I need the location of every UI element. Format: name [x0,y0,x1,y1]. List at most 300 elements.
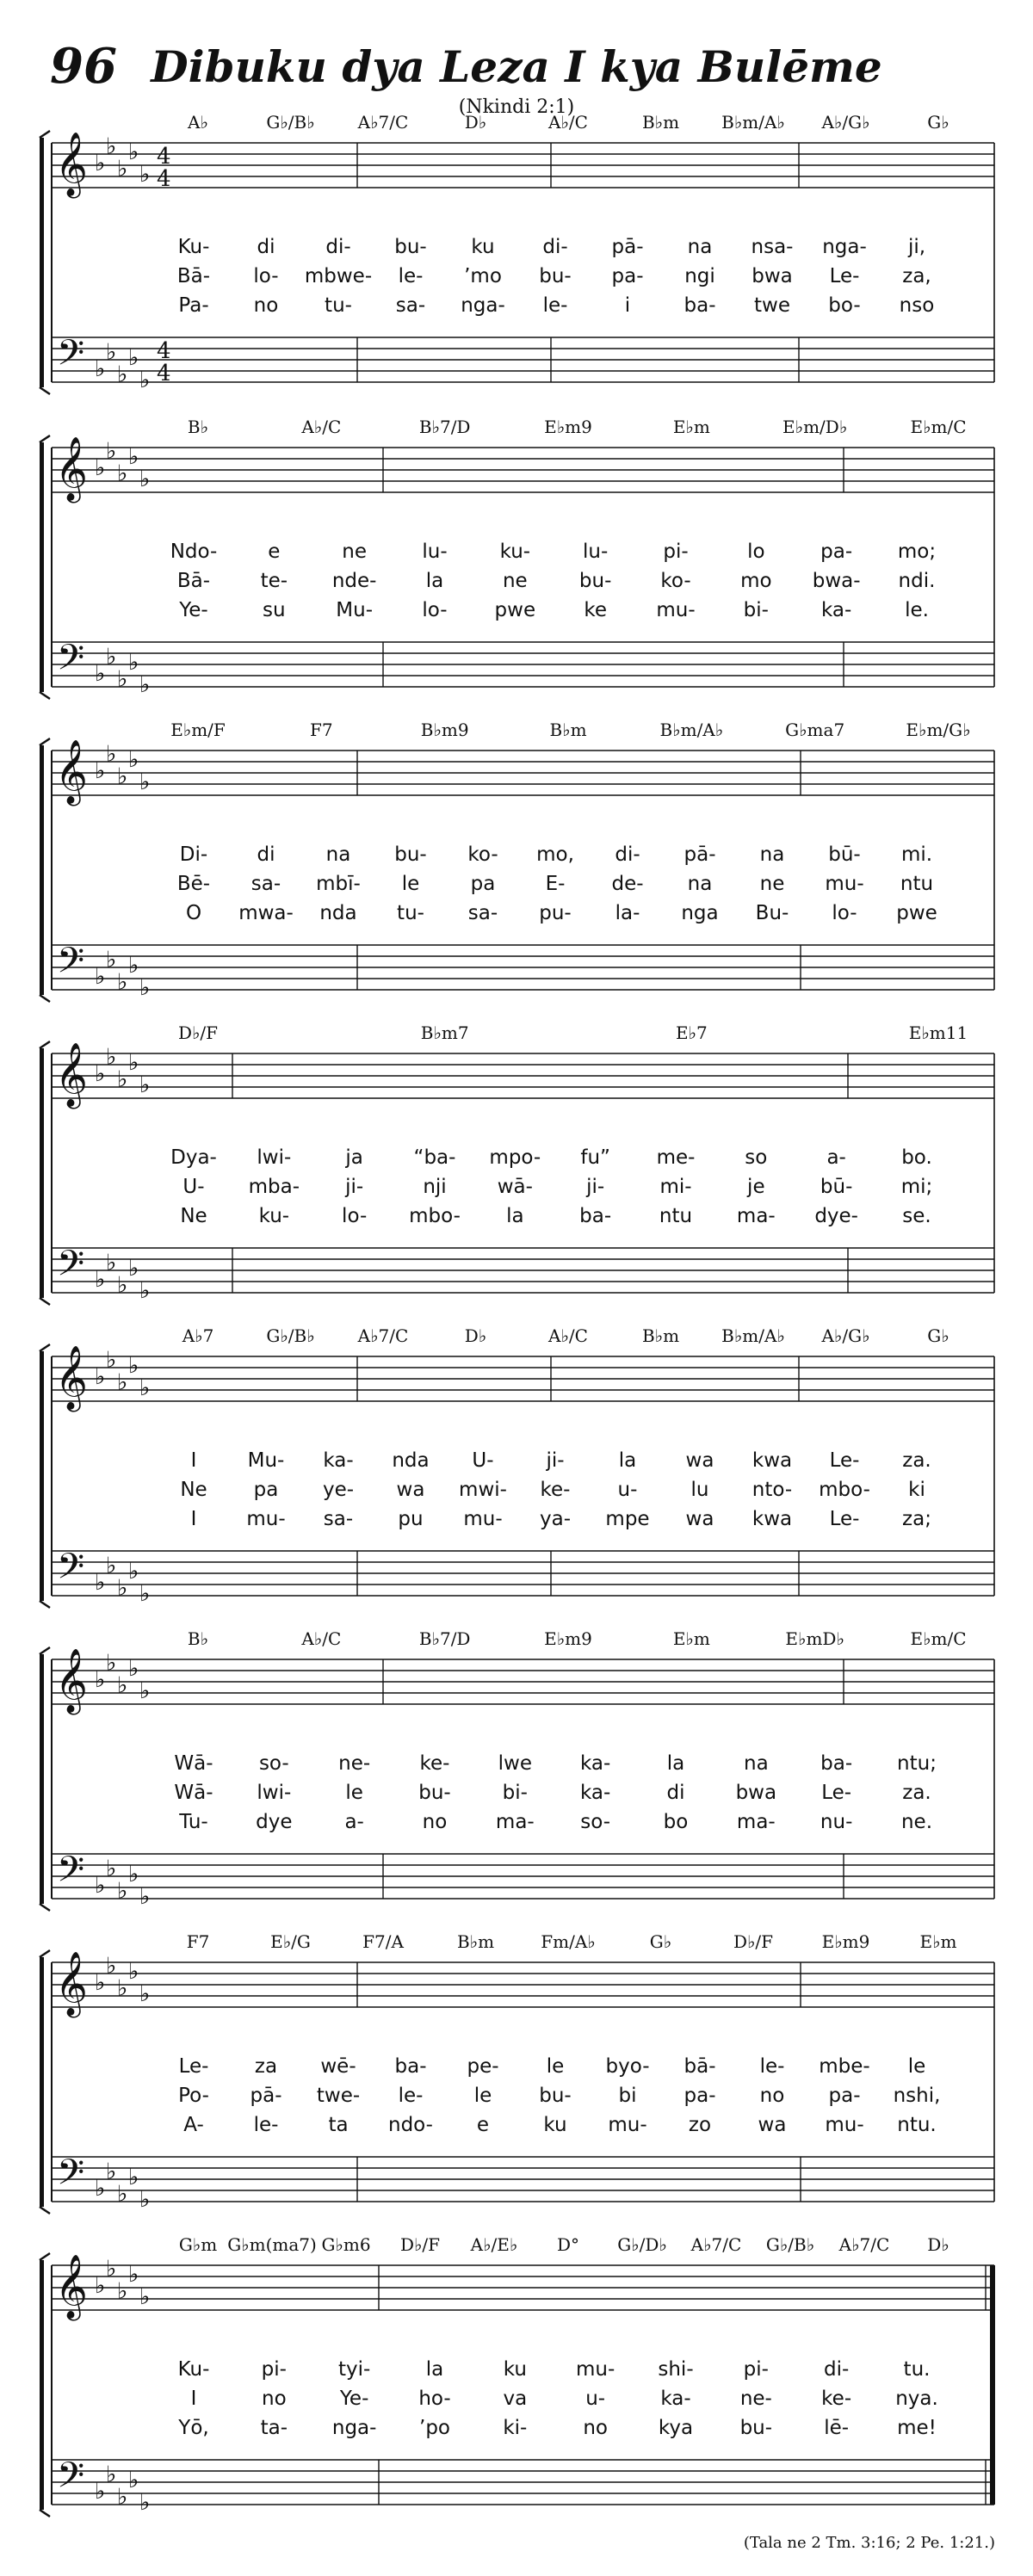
lyric-syllable: mwa- [238,902,294,924]
chord-symbol: E♭/G [270,1931,311,1952]
key-flat: ♭ [106,2256,117,2283]
key-flat: ♭ [128,1862,139,1887]
lyric-syllable: le [907,2055,926,2078]
key-flat: ♭ [128,1256,139,1282]
system-bracket [40,1601,50,1608]
lyric-syllable: bu- [539,265,572,287]
lyric-syllable: mi; [900,1176,933,1198]
lyric-syllable: Bu- [755,902,789,924]
lyric-syllable: lē- [824,2417,850,2439]
lyric-syllable: di- [615,843,640,866]
time-signature: 4 [157,361,171,386]
lyric-syllable: Ye- [339,2388,369,2410]
lyric-syllable: di [666,1782,685,1804]
chord-symbol: E♭m/F [170,720,226,740]
lyric-syllable: kwa [752,1508,793,1530]
lyric-syllable: nto- [752,1479,793,1501]
hymn-title: Dibuku dya Leza I kya Bulēme [151,41,882,92]
key-flat: ♭ [117,156,128,182]
lyric-syllable: pa [470,873,496,895]
lyric-syllable: pi- [663,541,689,563]
lyric-syllable: ma- [495,1811,535,1833]
lyric-syllable: Di- [179,843,208,866]
lyric-syllable: Bē- [176,873,211,895]
key-flat: ♭ [106,1250,117,1276]
lyric-syllable: me- [656,1146,696,1169]
key-flat: ♭ [139,672,151,698]
lyric-syllable: dye- [814,1205,858,1227]
key-flat: ♭ [117,666,128,693]
lyric-syllable: A- [183,2114,204,2136]
chord-symbol: G♭/B♭ [266,1325,315,1346]
lyric-syllable: ba- [684,294,716,317]
lyric-syllable: le- [398,2085,424,2107]
lyric-syllable: bo. [901,1146,932,1169]
lyric-syllable: E- [545,873,566,895]
lyric-syllable: I [190,1449,197,1472]
lyric-syllable: nu- [820,1811,853,1833]
chord-symbol: B♭m/A♭ [721,1325,785,1346]
chord-symbol: B♭m/A♭ [659,720,724,740]
key-flat: ♭ [117,1066,128,1093]
lyric-syllable: e [476,2114,490,2136]
lyric-syllable: Ndo- [170,541,218,563]
chord-symbol: B♭m/A♭ [721,112,785,133]
key-flat: ♭ [128,953,139,979]
lyric-syllable: na [687,873,713,895]
lyric-syllable: ka- [580,1752,611,1775]
system-bracket [40,738,50,745]
lyric-syllable: wa [396,1479,425,1501]
lyric-syllable: dye [256,1811,293,1833]
lyric-syllable: ja [345,1146,363,1169]
key-flat: ♭ [106,741,117,768]
lyric-syllable: ke- [821,2388,852,2410]
lyric-syllable: le- [759,2055,785,2078]
chord-symbol: B♭7/D [418,417,471,437]
system-bracket [40,1344,50,1351]
lyric-syllable: U- [182,1176,205,1198]
lyric-syllable: pu [398,1508,424,1530]
chord-symbol: E♭m9 [544,1628,592,1649]
lyric-syllable: nga- [461,294,505,317]
lyric-syllable: ka- [821,599,852,621]
lyric-syllable: le [473,2085,492,2107]
lyric-syllable: mbo- [409,1205,461,1227]
lyric-syllable: U- [472,1449,494,1472]
time-signature: 4 [157,144,171,170]
chord-symbol: A♭/G♭ [821,112,870,133]
system-bracket [40,1904,50,1911]
lyric-syllable: pwe [494,599,536,621]
lyric-syllable: mwi- [459,1479,507,1501]
lyric-syllable: e [268,541,281,563]
lyric-syllable: ne [342,541,368,563]
key-flat: ♭ [117,460,128,487]
key-flat: ♭ [139,368,151,393]
chord-symbol: A♭7 [182,1325,214,1346]
lyric-syllable: mu- [656,599,696,621]
lyric-syllable: le- [398,265,424,287]
chord-symbol: E♭m11 [908,1022,968,1043]
lyric-syllable: sa- [467,902,498,924]
lyric-syllable: I [190,1508,197,1530]
system-bracket [40,1647,50,1654]
lyric-syllable: tu- [325,294,352,317]
lyric-syllable: ya- [539,1508,572,1530]
bass-clef: 𝄢 [57,2152,85,2202]
chord-symbol: A♭7/C [690,2234,742,2255]
key-flat: ♭ [95,1873,106,1899]
lyric-syllable: ku- [499,541,531,563]
lyric-syllable: Yō, [178,2417,209,2439]
treble-clef: 𝄞 [55,133,88,196]
key-flat: ♭ [128,1050,139,1076]
chord-symbol: G♭ [649,1931,672,1952]
lyric-syllable: pwe [896,902,937,924]
lyric-syllable: ne [502,570,528,592]
lyric-syllable: bwa- [812,570,861,592]
lyric-syllable: mu- [825,873,864,895]
chord-symbol: E♭m [672,1628,710,1649]
lyric-syllable: ba- [394,2055,427,2078]
chord-symbol: B♭m [549,720,587,740]
key-flat: ♭ [139,1072,151,1098]
key-flat: ♭ [117,969,128,996]
hymn-number: 96 [50,38,117,95]
lyric-syllable: ko- [660,570,691,592]
lyric-syllable: ne- [338,1752,371,1775]
key-flat: ♭ [106,133,117,160]
chord-symbol: D♭ [927,2234,949,2255]
chord-symbol: G♭ma7 [785,720,845,740]
chord-symbol: B♭m [641,112,680,133]
lyric-syllable: la [506,1205,524,1227]
lyric-syllable: ho- [418,2388,451,2410]
lyric-syllable: sa- [395,294,426,317]
lyric-syllable: ta [328,2114,349,2136]
lyric-syllable: wā- [497,1176,533,1198]
lyric-syllable: ku [471,236,495,258]
lyric-syllable: pu- [539,902,572,924]
lyric-syllable: lo- [342,1205,368,1227]
lyric-syllable: bo [663,1811,689,1833]
key-flat: ♭ [139,769,151,795]
key-flat: ♭ [117,361,128,388]
system-bracket [40,1654,44,1904]
key-flat: ♭ [95,2273,106,2299]
lyric-syllable: Bā- [176,265,211,287]
lyric-syllable: ne. [900,1811,933,1833]
system-bracket [40,1351,44,1601]
lyric-syllable: bo- [828,294,861,317]
lyric-syllable: nda [319,902,357,924]
lyric-syllable: Ku- [177,2358,210,2381]
bass-clef: 𝄢 [57,1849,85,1899]
chord-symbol: F7 [186,1931,210,1952]
key-flat: ♭ [106,339,117,366]
lyric-syllable: Mu- [247,1449,285,1472]
lyric-syllable: ’mo [464,265,502,287]
lyric-syllable: Po- [178,2085,209,2107]
chord-symbol: B♭7/D [418,1628,471,1649]
key-flat: ♭ [139,2284,151,2310]
bass-clef: 𝄢 [57,332,85,382]
lyric-syllable: nso [899,294,935,317]
lyric-syllable: bu- [578,570,612,592]
key-flat: ♭ [95,1970,106,1996]
lyric-syllable: lwi- [257,1146,292,1169]
lyric-syllable: de- [611,873,644,895]
key-flat: ♭ [128,1559,139,1585]
lyric-syllable: lu- [422,541,448,563]
lyric-syllable: pi- [743,2358,769,2381]
lyric-syllable: ne- [739,2388,772,2410]
key-flat: ♭ [95,661,106,687]
lyric-syllable: mu- [576,2358,615,2381]
lyric-syllable: lo- [422,599,448,621]
chord-symbol: A♭/C [548,1325,588,1346]
lyric-syllable: ka- [580,1782,611,1804]
lyric-syllable: la [425,2358,444,2381]
lyric-syllable: tu- [397,902,424,924]
lyric-syllable: i [624,294,631,317]
chord-symbol: B♭ [187,417,209,437]
chord-symbol: G♭/B♭ [765,2234,815,2255]
key-flat: ♭ [117,1272,128,1299]
lyric-syllable: ki [908,1479,925,1501]
key-flat: ♭ [139,1678,151,1704]
key-flat: ♭ [128,345,139,371]
lyric-syllable: bu- [394,843,427,866]
lyric-syllable: Ye- [179,599,208,621]
chord-symbol: B♭m [641,1325,680,1346]
lyric-syllable: wa [685,1449,714,1472]
key-flat: ♭ [128,1353,139,1379]
key-flat: ♭ [139,1581,151,1607]
lyric-syllable: mo; [897,541,937,563]
lyric-syllable: “ba- [413,1146,456,1169]
chord-symbol: D° [556,2234,580,2255]
lyric-syllable: ba- [820,1752,853,1775]
lyric-syllable: pā- [684,843,716,866]
lyric-syllable: Bā- [176,570,211,592]
key-flat: ♭ [106,1044,117,1071]
key-flat: ♭ [95,2176,106,2202]
lyric-syllable: bi- [502,1782,528,1804]
lyric-syllable: no [422,1811,448,1833]
system-bracket [40,387,50,394]
lyric-syllable: su [263,599,286,621]
lyric-syllable: se. [902,1205,931,1227]
lyric-syllable: a- [344,1811,364,1833]
lyric-syllable: Ne [180,1479,207,1501]
key-flat: ♭ [139,466,151,492]
key-flat: ♭ [106,947,117,973]
lyric-syllable: ji, [907,236,926,258]
lyric-syllable: sa- [323,1508,354,1530]
key-flat: ♭ [95,2479,106,2505]
lyric-syllable: na [743,1752,769,1775]
time-signature: 4 [157,166,171,192]
chord-symbol: G♭m(ma7) [227,2234,317,2255]
lyric-syllable: O [185,902,202,924]
lyric-syllable: ndi. [898,570,936,592]
lyric-syllable: la [618,1449,637,1472]
lyric-syllable: na [759,843,785,866]
key-flat: ♭ [139,2187,151,2213]
lyric-syllable: bū- [820,1176,853,1198]
treble-clef: 𝄞 [55,740,88,804]
lyric-syllable: bu- [394,236,427,258]
lyric-syllable: mu- [246,1508,286,1530]
lyric-syllable: na [687,236,713,258]
chord-symbol: D♭ [464,1325,487,1346]
system-bracket [40,138,44,387]
lyric-syllable: bū- [828,843,861,866]
chord-symbol: E♭m/C [910,417,967,437]
chord-symbol: D♭/F [733,1931,774,1952]
lyric-syllable: pā- [250,2085,282,2107]
chord-symbol: A♭/G♭ [821,1325,870,1346]
lyric-syllable: ndo- [388,2114,433,2136]
key-flat: ♭ [95,1061,106,1087]
lyric-syllable: tu. [903,2358,931,2381]
lyric-syllable: mbwe- [304,265,373,287]
key-flat: ♭ [128,2468,139,2493]
chord-symbol: E♭m/D♭ [782,417,848,437]
lyric-syllable: wē- [320,2055,356,2078]
chord-symbol: F7/A [362,1931,404,1952]
lyric-syllable: nshi, [893,2085,941,2107]
lyric-syllable: a- [826,1146,846,1169]
lyric-syllable: di [257,236,275,258]
lyric-syllable: di- [542,236,568,258]
lyric-syllable: shi- [658,2358,694,2381]
lyric-syllable: kwa [752,1449,793,1472]
lyric-syllable: ’po [419,2417,450,2439]
chord-symbol: G♭ [927,112,949,133]
lyric-syllable: ye- [322,1479,355,1501]
lyric-syllable: ntu. [897,2114,937,2136]
lyric-syllable: no [253,294,279,317]
key-flat: ♭ [117,1672,128,1699]
system-bracket [40,2207,50,2214]
key-flat: ♭ [128,444,139,470]
lyric-syllable: ba- [579,1205,612,1227]
lyric-syllable: no [262,2388,287,2410]
lyric-syllable: Ne [180,1205,207,1227]
lyric-syllable: je [747,1176,765,1198]
chord-symbol: D♭/F [399,2234,441,2255]
lyric-syllable: di [257,843,275,866]
key-flat: ♭ [139,1375,151,1401]
lyric-syllable: me! [897,2417,937,2439]
treble-clef: 𝄞 [55,2255,88,2319]
lyric-syllable: lwi- [257,1782,292,1804]
lyric-syllable: kya [658,2417,694,2439]
lyric-syllable: le- [542,294,568,317]
lyric-syllable: mpo- [489,1146,541,1169]
lyric-syllable: mu- [825,2114,864,2136]
treble-clef: 𝄞 [55,1346,88,1410]
footer-reference: (Tala ne 2 Tm. 3:16; 2 Pe. 1:21.) [743,2534,995,2552]
key-flat: ♭ [128,2165,139,2190]
lyric-syllable: Le- [829,1449,860,1472]
key-flat: ♭ [95,964,106,990]
chord-symbol: E♭m9 [544,417,592,437]
lyric-syllable: za. [902,1449,931,1472]
chord-symbol: E♭mD♭ [785,1628,844,1649]
lyric-syllable: nji [423,1176,447,1198]
lyric-syllable: ne [759,873,785,895]
lyric-syllable: nga- [822,236,867,258]
key-flat: ♭ [95,1570,106,1596]
key-flat: ♭ [117,1369,128,1396]
lyric-syllable: Pa- [178,294,209,317]
key-flat: ♭ [139,1981,151,2007]
lyric-syllable: la- [615,902,640,924]
lyric-syllable: le. [905,599,929,621]
system-bracket [40,1298,50,1305]
chord-symbol: A♭ [188,112,208,133]
key-flat: ♭ [128,747,139,773]
lyric-syllable: ma- [736,1205,776,1227]
lyric-syllable: Wā- [174,1782,213,1804]
system-bracket [40,131,50,138]
chord-symbol: B♭m [456,1931,495,1952]
lyric-syllable: bu- [539,2085,572,2107]
key-flat: ♭ [128,1656,139,1682]
lyric-syllable: ke- [540,1479,571,1501]
lyric-syllable: wa [758,2114,787,2136]
lyric-syllable: mi. [900,843,933,866]
chord-symbol: G♭ [927,1325,949,1346]
lyric-syllable: va [503,2388,528,2410]
lyric-syllable: Le- [829,265,860,287]
chord-symbol: Fm/A♭ [541,1931,596,1952]
key-flat: ♭ [128,139,139,165]
chord-symbol: F7 [310,720,333,740]
chord-symbol: B♭ [187,1628,209,1649]
bass-clef: 𝄢 [57,1546,85,1596]
lyric-syllable: za; [902,1508,931,1530]
key-flat: ♭ [106,2462,117,2488]
lyric-syllable: so- [258,1752,289,1775]
chord-symbol: A♭7/C [357,112,409,133]
lyric-syllable: le [546,2055,565,2078]
lyric-syllable: bwa [735,1782,777,1804]
system-bracket [40,692,50,699]
lyric-syllable: pa [253,1479,279,1501]
lyric-syllable: ma- [736,1811,776,1833]
lyric-syllable: za. [902,1782,931,1804]
system-bracket [40,2253,50,2260]
chord-symbol: A♭/E♭ [470,2234,518,2255]
lyric-syllable: so [745,1146,768,1169]
lyric-syllable: zo [688,2114,712,2136]
lyric-syllable: bā- [684,2055,716,2078]
key-flat: ♭ [106,644,117,670]
lyric-syllable: pi- [261,2358,287,2381]
system-bracket [40,1041,50,1048]
lyric-syllable: no [583,2417,608,2439]
chord-symbol: E♭m [919,1931,957,1952]
lyric-syllable: ji- [546,1449,565,1472]
lyric-syllable: la [425,570,444,592]
key-flat: ♭ [139,975,151,1001]
chord-symbol: D♭/F [177,1022,219,1043]
